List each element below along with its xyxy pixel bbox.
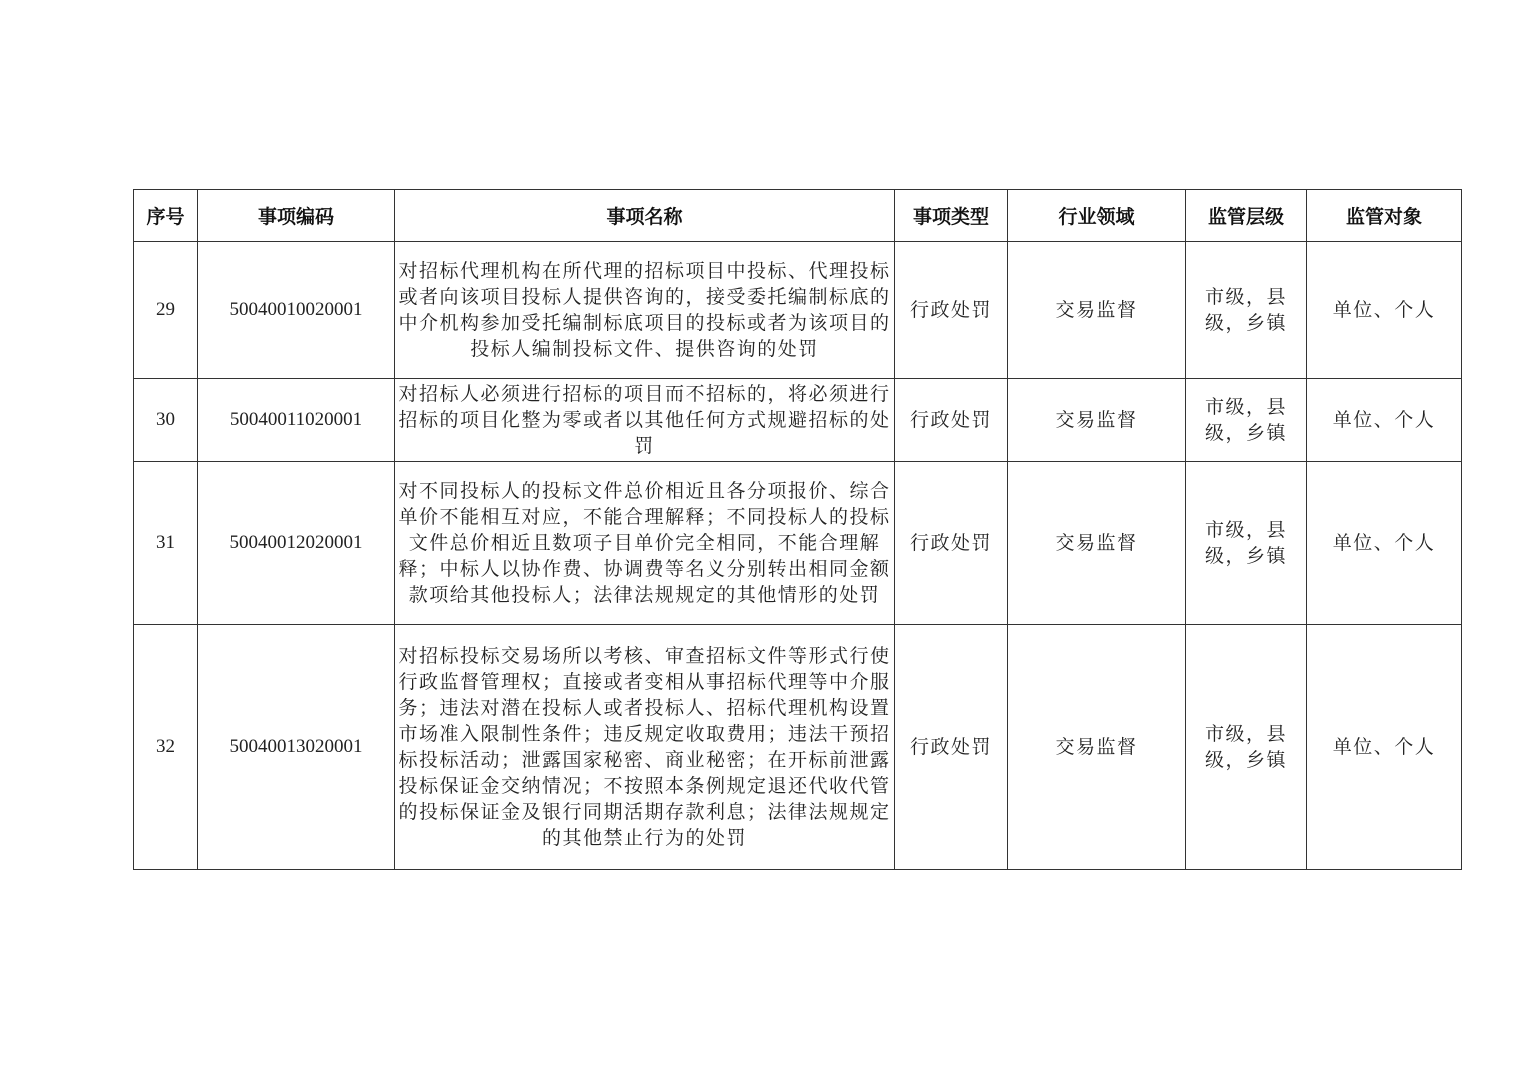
row-level: 市级，县级，乡镇 <box>1186 379 1307 462</box>
row-type: 行政处罚 <box>895 625 1008 870</box>
header-row <box>134 190 1462 242</box>
row-field: 交易监督 <box>1008 625 1186 870</box>
header-field: 行业领域 <box>1008 190 1186 242</box>
row-type: 行政处罚 <box>895 242 1008 379</box>
header-name: 事项名称 <box>395 190 895 242</box>
row-code: 50040010020001 <box>198 242 395 379</box>
table-row <box>134 379 1462 462</box>
row-target: 单位、个人 <box>1307 625 1462 870</box>
row-target: 单位、个人 <box>1307 242 1462 379</box>
row-field: 交易监督 <box>1008 462 1186 625</box>
row-level: 市级，县级，乡镇 <box>1186 242 1307 379</box>
row-code: 50040013020001 <box>198 625 395 870</box>
row-type: 行政处罚 <box>895 379 1008 462</box>
row-field: 交易监督 <box>1008 379 1186 462</box>
row-level: 市级，县级，乡镇 <box>1186 625 1307 870</box>
header-target: 监管对象 <box>1307 190 1462 242</box>
row-seq: 32 <box>134 625 198 870</box>
table-body <box>134 242 1462 870</box>
row-seq: 29 <box>134 242 198 379</box>
row-code: 50040012020001 <box>198 462 395 625</box>
row-level: 市级，县级，乡镇 <box>1186 462 1307 625</box>
supervision-items-table <box>133 189 1462 870</box>
table-header <box>134 190 1462 242</box>
row-type: 行政处罚 <box>895 462 1008 625</box>
header-type: 事项类型 <box>895 190 1008 242</box>
row-target: 单位、个人 <box>1307 462 1462 625</box>
row-field: 交易监督 <box>1008 242 1186 379</box>
row-code: 50040011020001 <box>198 379 395 462</box>
table-row <box>134 625 1462 870</box>
row-name: 对不同投标人的投标文件总价相近且各分项报价、综合单价不能相互对应，不能合理解释；不同投标人的投标文件总价相近且数项子目单价完全相同，不能合理解释；中标人以协作费、协调费等名义分别转出相同金额款项给其他投标人；法律法规规定的其他情形的处罚 <box>395 462 895 625</box>
header-seq: 序号 <box>134 190 198 242</box>
table-row <box>134 242 1462 379</box>
row-name: 对招标人必须进行招标的项目而不招标的，将必须进行招标的项目化整为零或者以其他任何方式规避招标的处罚 <box>395 379 895 462</box>
row-seq: 31 <box>134 462 198 625</box>
row-target: 单位、个人 <box>1307 379 1462 462</box>
row-seq: 30 <box>134 379 198 462</box>
row-name: 对招标代理机构在所代理的招标项目中投标、代理投标或者向该项目投标人提供咨询的，接受委托编制标底的中介机构参加受托编制标底项目的投标或者为该项目的投标人编制投标文件、提供咨询的处罚 <box>395 242 895 379</box>
row-name: 对招标投标交易场所以考核、审查招标文件等形式行使行政监督管理权；直接或者变相从事招标代理等中介服务；违法对潜在投标人或者投标人、招标代理机构设置市场准入限制性条件；违反规定收取费用；违法干预招标投标活动；泄露国家秘密、商业秘密；在开标前泄露投标保证金交纳情况；不按照本条例规定退还代收代管的投标保证金及银行同期活期存款利息；法律法规规定的其他禁止行为的处罚 <box>395 625 895 870</box>
header-code: 事项编码 <box>198 190 395 242</box>
header-level: 监管层级 <box>1186 190 1307 242</box>
table-row <box>134 462 1462 625</box>
